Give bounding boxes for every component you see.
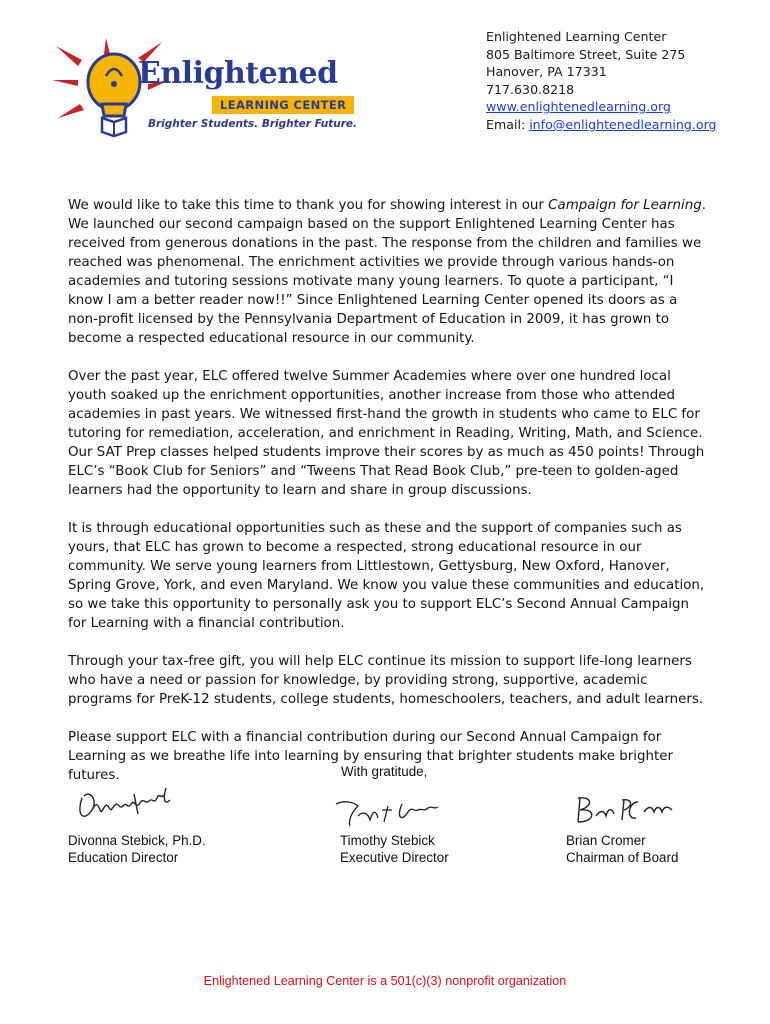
signature-divonna-stebick [74,780,184,830]
logo-wordmark: Enlightened [138,56,338,91]
closing-line: With gratitude, [341,764,428,779]
city-state-zip: Hanover, PA 17331 [486,64,607,80]
paragraph-5: Please support ELC with a financial contribution during our Second Annual Campaign for Learning as we breathe life into learning by ensuring that brighter students make brighter futures. [68,730,674,783]
paragraph-1-rest: . We launched our second campaign based on the support Enlightened Learning Center has received from generous donations in the past. The response from the children and families we reached was phenomenal. The enrichment activities we provide through various hands-on academies and tutoring sessions motivate many young learners. To quote a participant, “I know I am a better reader now!!” Since Enlightened Learning Center opened its doors as a non-profit licensed by the Pennsylvania Department of Education in 2009, it has grown to become a respected educational resource in our community. [68,198,706,346]
signer-2 [340,832,449,866]
logo-tagline: Brighter Students. Brighter Future. [148,118,358,130]
signer-title: Education Director [68,850,179,865]
signer-name: Divonna Stebick, Ph.D. [68,833,206,848]
signer-name: Timothy Stebick [340,833,435,848]
street-address: 805 Baltimore Street, Suite 275 [486,46,686,62]
paragraph-3: It is through educational opportunities such as these and the support of companies such as yours, that ELC has grown to become a respected, strong educational resource in our community. We serve young learners from Littlestown, Gettysburg, New Oxford, Hanover, Spring Grove, York, and even Maryland. We know you value these communities and education, so we take this opportunity to personally ask you to support ELC’s Second Annual Campaign for Learning with a financial contribution. [68,521,705,631]
signer-title: Chairman of Board [566,850,679,865]
signature-brian-cromer [572,792,682,828]
email-link[interactable]: info@enlightenedlearning.org [529,116,717,132]
letter-body [68,196,708,804]
paragraph-1-intro: We would like to take this time to thank you for showing interest in our [68,198,549,213]
paragraph-1 [68,196,708,348]
paragraph-4: Through your tax-free gift, you will help ELC continue its mission to support life-long learners who have a need or passion for knowledge, by providing strong, supportive, academic programs for PreK-12 students, college students, homeschoolers, teachers, and adult learners. [68,654,704,707]
email-label: Email: [486,116,530,132]
signature-timothy-stebick [330,796,450,830]
website-link[interactable]: www.enlightenedlearning.org [486,99,671,115]
logo-subtitle-bar: LEARNING CENTER [212,96,354,114]
signer-name: Brian Cromer [566,833,646,848]
phone-number: 717.630.8218 [486,81,575,97]
signer-title: Executive Director [340,850,449,865]
email-line [486,116,756,134]
campaign-name: Campaign for Learning [548,198,702,213]
address-block [486,28,756,134]
paragraph-2: Over the past year, ELC offered twelve Summer Academies where over one hundred local youth soaked up the enrichment opportunities, another increase from those who attended academies in past years. We witnessed first-hand the growth in students who came to ELC for tutoring for remediation, acceleration, and enrichment in Reading, Writing, Math, and Science. Our SAT Prep classes helped students improve their scores by as much as 450 points! Through ELC’s “Book Club for Seniors” and “Tweens That Read Book Club,” pre-teen to golden-aged learners had the opportunity to learn and share in group discussions. [68,369,705,498]
signer-1 [68,832,206,866]
organization-logo [52,38,358,138]
nonprofit-footer: Enlightened Learning Center is a 501(c)(3) nonprofit organization [203,974,567,988]
signer-3 [566,832,678,866]
org-name: Enlightened Learning Center [486,29,667,44]
